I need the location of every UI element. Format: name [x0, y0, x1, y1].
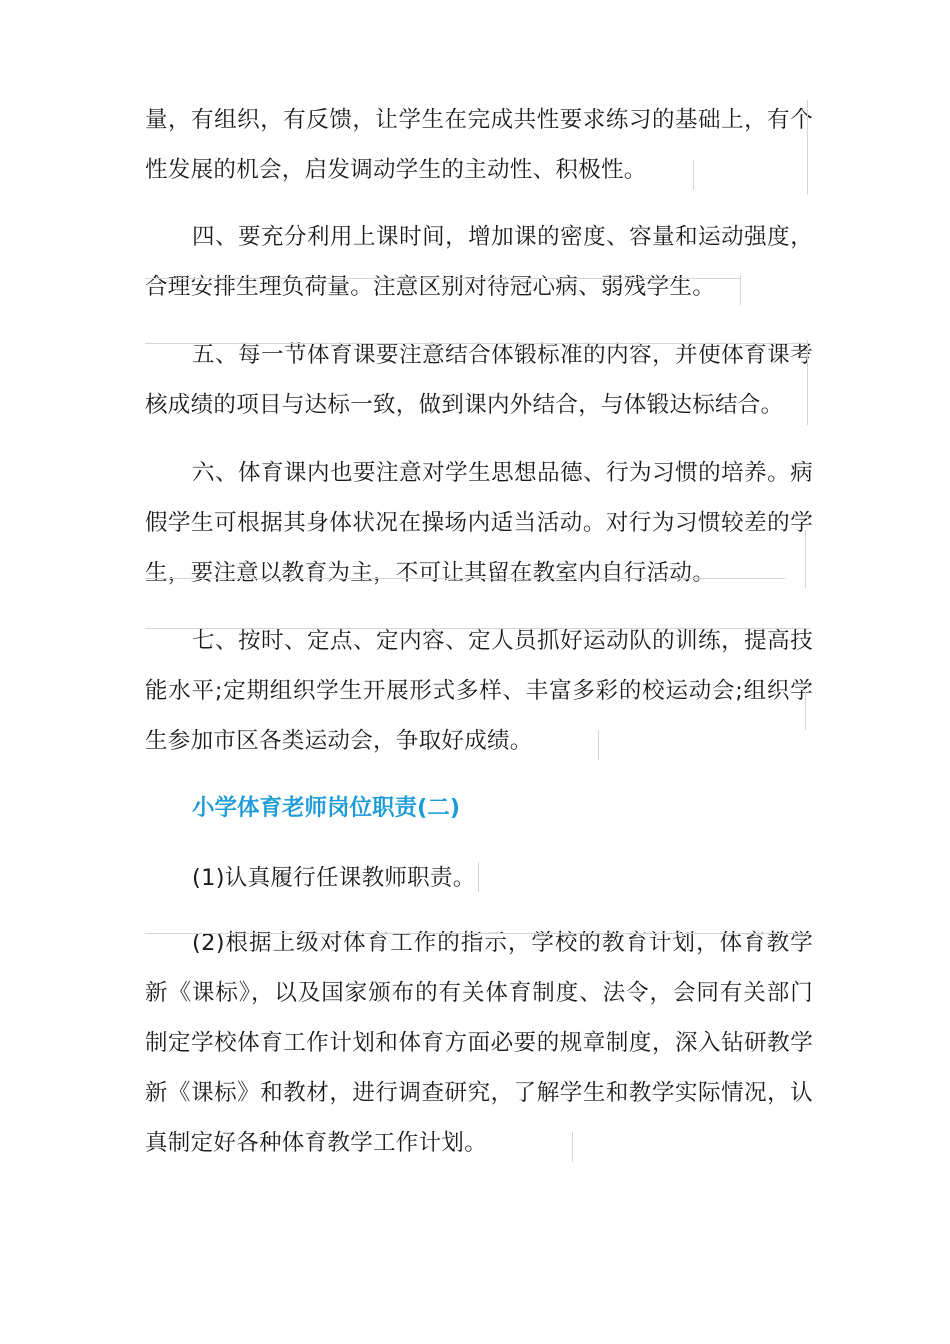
paragraph-item-4: 四、要充分利用上课时间，增加课的密度、容量和运动强度，合理安排生理负荷量。注意区别对待冠心病、弱残学生。: [145, 224, 813, 300]
layout-mark: [478, 862, 479, 892]
layout-mark: [572, 1132, 573, 1162]
layout-mark: [693, 160, 694, 190]
layout-mark: [145, 343, 810, 344]
paragraph-duty-2: (2)根据上级对体育工作的指示，学校的教育计划，体育教学新《课标》，以及国家颁布的有关体育制度、法令，会同有关部门制定学校体育工作计划和体育方面必要的规章制度，深入钻研教学新《课标》和教材，进行调查研究，了解学生和教学实际情况，认真制定好各种体育教学工作计划。: [145, 930, 813, 1156]
layout-mark: [598, 730, 599, 760]
layout-mark: [740, 275, 741, 305]
layout-mark: [145, 628, 810, 629]
paragraph-continuation: 量，有组织，有反馈，让学生在完成共性要求练习的基础上，有个性发展的机会，启发调动学生的主动性、积极性。: [145, 107, 813, 183]
section-heading: 小学体育老师岗位职责(二): [192, 795, 461, 821]
paragraph-item-6: 六、体育课内也要注意对学生思想品德、行为习惯的培养。病假学生可根据其身体状况在操场内适当活动。对行为习惯较差的学生，要注意以教育为主，不可让其留在教室内自行活动。: [145, 460, 813, 586]
paragraph-duty-1: (1)认真履行任课教师职责。: [192, 865, 476, 891]
layout-mark: [805, 530, 806, 588]
layout-mark: [807, 100, 808, 195]
paragraph-item-5: 五、每一节体育课要注意结合体锻标准的内容，并使体育课考核成绩的项目与达标一致，做到课内外结合，与体锻达标结合。: [145, 342, 813, 418]
layout-mark: [145, 578, 785, 579]
layout-mark: [805, 690, 806, 730]
layout-mark: [807, 340, 808, 425]
layout-mark: [145, 933, 810, 934]
paragraph-item-7: 七、按时、定点、定内容、定人员抓好运动队的训练，提高技能水平;定期组织学生开展形式多样、丰富多彩的校运动会;组织学生参加市区各类运动会，争取好成绩。: [145, 628, 813, 754]
layout-mark: [145, 278, 740, 279]
